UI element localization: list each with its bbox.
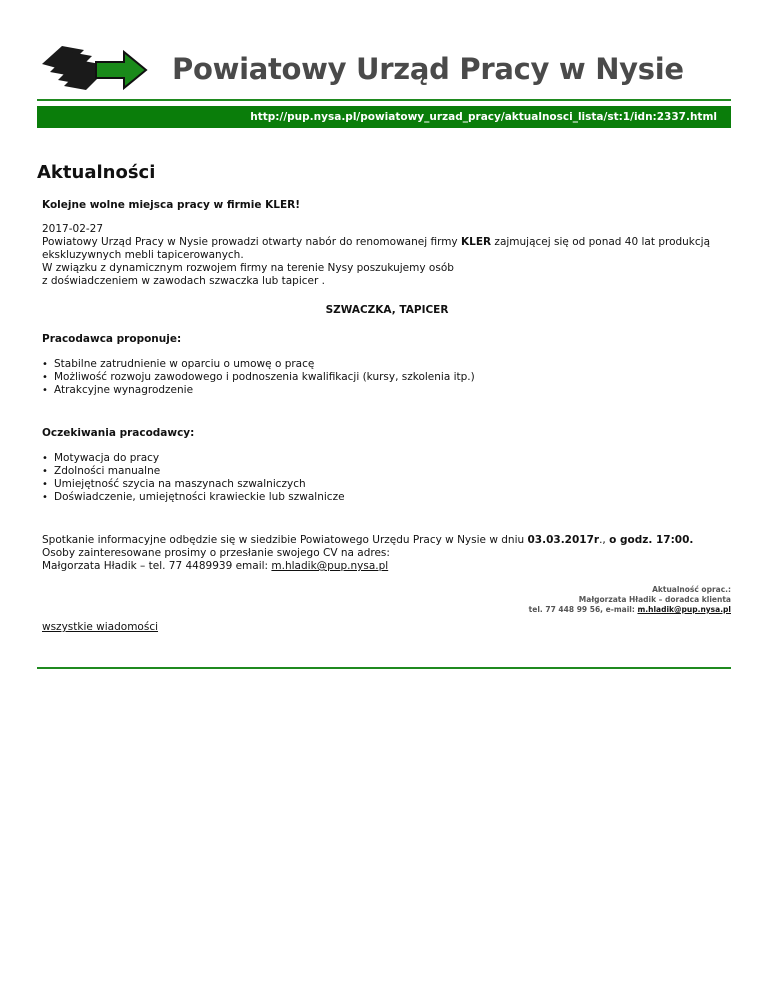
company-name: KLER bbox=[461, 236, 492, 248]
signature-email-link[interactable]: m.hladik@pup.nysa.pl bbox=[637, 605, 731, 614]
meeting-date: 03.03.2017r bbox=[527, 534, 600, 546]
all-news-link[interactable]: wszystkie wiadomości bbox=[42, 621, 159, 633]
list-item: • Motywacja do pracy bbox=[52, 452, 732, 465]
cv-line: Osoby zainteresowane prosimy o przesłanie swojego CV na adres: bbox=[42, 547, 390, 559]
expectations-list bbox=[42, 452, 732, 504]
list-item: • Umiejętność szycia na maszynach szwalniczych bbox=[52, 478, 732, 491]
article-body bbox=[42, 199, 732, 573]
page-title: Aktualności bbox=[37, 162, 156, 183]
footer-divider bbox=[37, 667, 731, 669]
header-divider bbox=[37, 99, 731, 101]
contact-line bbox=[42, 560, 732, 573]
signature-label: Aktualność oprac.: bbox=[652, 585, 731, 594]
article-intro bbox=[42, 236, 732, 262]
contact-email-link[interactable]: m.hladik@pup.nysa.pl bbox=[271, 560, 389, 572]
contact-text: Małgorzata Hładik – tel. 77 4489939 email: bbox=[42, 560, 272, 572]
list-item: • Zdolności manualne bbox=[52, 465, 732, 478]
site-brand-title: Powiatowy Urząd Pracy w Nysie bbox=[172, 52, 684, 86]
list-item: • Możliwość rozwoju zawodowego i podnoszenia kwalifikacji (kursy, szkolenia itp.) bbox=[52, 371, 732, 384]
meeting-text: Spotkanie informacyjne odbędzie się w siedzibie Powiatowego Urzędu Pracy w Nysie w dniu bbox=[42, 534, 528, 546]
forward-arrow-logo bbox=[40, 40, 148, 90]
offers-label: Pracodawca proponuje: bbox=[42, 333, 182, 345]
meeting-info bbox=[42, 534, 732, 547]
meeting-separator: ., bbox=[599, 534, 610, 546]
article-date: 2017-02-27 bbox=[42, 223, 104, 235]
meeting-time: o godz. 17:00. bbox=[609, 534, 694, 546]
article-line-2: W związku z dynamicznym rozwojem firmy na terenie Nysy poszukujemy osób bbox=[42, 262, 454, 274]
signature-name: Małgorzata Hładik – doradca klienta bbox=[578, 595, 731, 604]
positions-heading: SZWACZKA, TAPICER bbox=[325, 304, 449, 316]
signature-phone: tel. 77 448 99 56, e-mail: bbox=[528, 605, 638, 614]
article-subject: Kolejne wolne miejsca pracy w firmie KLER! bbox=[42, 199, 300, 211]
author-signature bbox=[529, 585, 731, 615]
intro-text-end: zajmującej się od ponad 40 lat produkcją ekskluzywnych mebli tapicerowanych. bbox=[42, 236, 711, 261]
offers-list bbox=[42, 358, 732, 397]
page-url-bar bbox=[37, 106, 731, 128]
article-line-3: z doświadczeniem w zawodach szwaczka lub tapicer . bbox=[42, 275, 325, 287]
list-item: • Stabilne zatrudnienie w oparciu o umowę o pracę bbox=[52, 358, 732, 371]
signature-contact bbox=[529, 605, 731, 615]
intro-text: Powiatowy Urząd Pracy w Nysie prowadzi otwarty nabór do renomowanej firmy bbox=[42, 236, 461, 248]
list-item: • Doświadczenie, umiejętności krawieckie lub szwalnicze bbox=[52, 491, 732, 504]
page-url: http://pup.nysa.pl/powiatowy_urzad_pracy/aktualnosci_lista/st:1/idn:2337.html bbox=[250, 111, 717, 123]
list-item: • Atrakcyjne wynagrodzenie bbox=[52, 384, 732, 397]
expectations-label: Oczekiwania pracodawcy: bbox=[42, 427, 195, 439]
